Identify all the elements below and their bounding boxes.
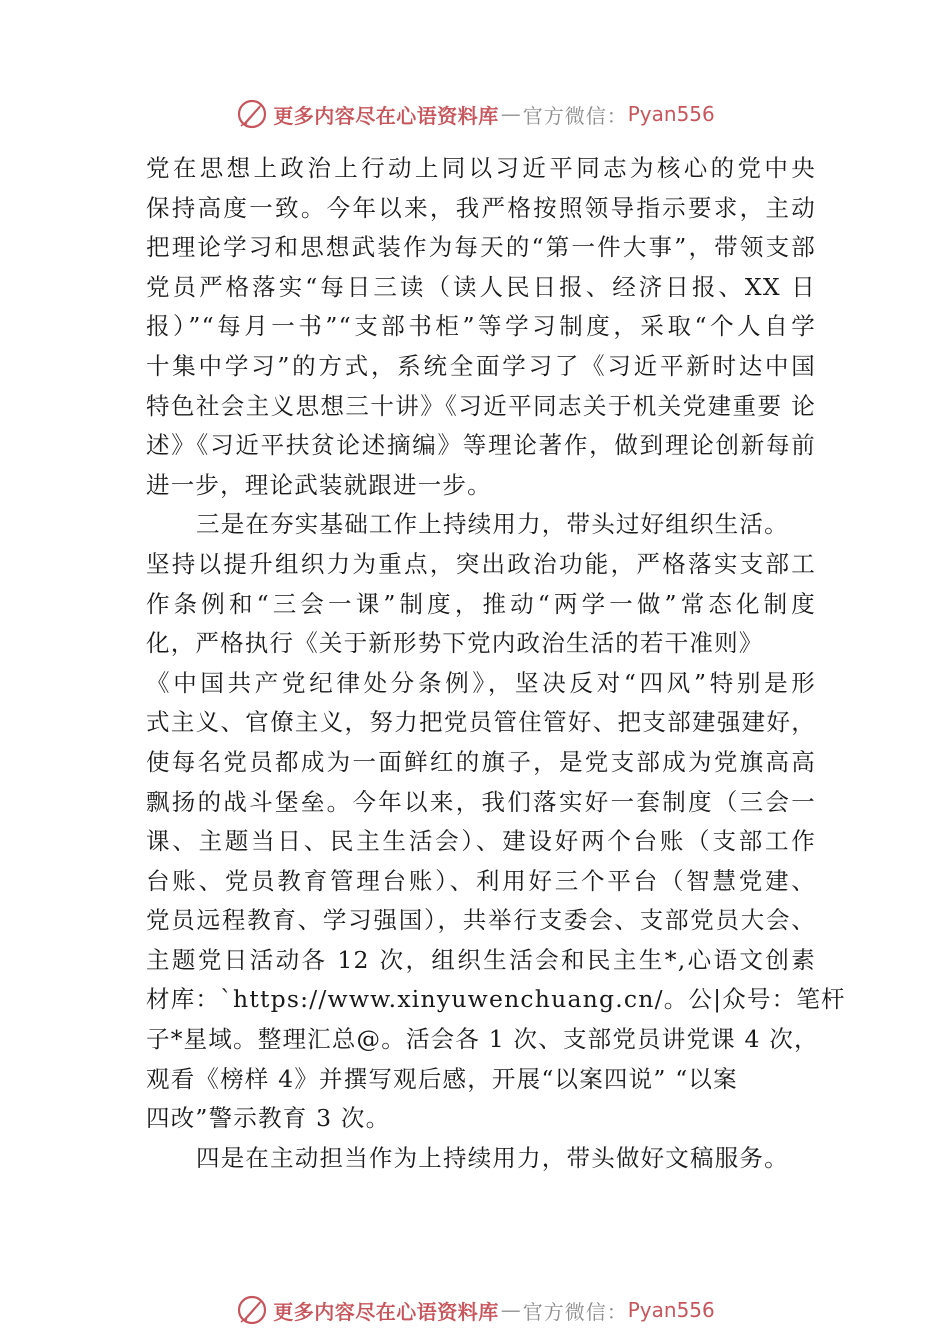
paragraph-start-line: 三是在夯实基础工作上持续用力，带头过好组织生活。 [196,510,789,539]
text-line: 党员严格落实“每日三读（读人民日报、经济日报、XX 日 [146,272,816,301]
text-line: 党员远程教育、学习强国），共举行支委会、支部党员大会、 [146,906,816,935]
text-line: 进一步，理论武装就跟进一步。 [146,470,492,499]
text-line: 述》《习近平扶贫论述摘编》等理论著作，做到理论创新每前 [146,431,816,460]
text-line: 化，严格执行《关于新形势下党内政治生活的若干准则》 [146,629,764,658]
document-body [146,149,846,1178]
header-banner [0,92,950,136]
text-line: 特色社会主义思想三十讲》《习近平同志关于机关党建重要 论 [146,391,816,420]
text-line: 观看《榜样 4》并撰写观后感，开展“以案四说” “以案 [146,1064,738,1093]
text-line: 子*星域。整理汇总@。活会各 1 次、支部党员讲党课 4 次， [146,1025,819,1054]
text-line: 保持高度一致。今年以来，我严格按照领导指示要求，主动 [146,193,816,222]
text-line: 台账、党员教育管理台账）、利用好三个平台（智慧党建、 [146,866,816,895]
text-line: 报）”“每月一书”“支部书柜”等学习制度，采取“个人自学 [146,312,816,341]
banner-wechat-label: 官方微信： [522,103,628,128]
text-line: 把理论学习和思想武装作为每天的“第一件大事”，带领支部 [146,233,816,262]
text-line: 党在思想上政治上行动上同以习近平同志为核心的党中央 [146,154,816,182]
text-line: 作条例和“三会一课”制度，推动“两学一做”常态化制度 [146,589,816,618]
quill-pen-icon [235,97,269,131]
text-line: 飘扬的战斗堡垒。今年以来，我们落实好一套制度（三会一 [146,787,816,816]
text-line: 主题党日活动各 12 次，组织生活会和民主生*,心语文创素 [146,945,816,974]
text-line: 十集中学习”的方式，系统全面学习了《习近平新时达中国 [146,351,816,380]
banner-title: 更多内容尽在心语资料库 [273,1299,499,1324]
banner-separator: — [500,102,521,126]
text-line: 坚持以提升组织力为重点，突出政治功能，严格落实支部工 [146,549,816,578]
text-line: 课、主题当日、民主生活会）、建设好两个台账（支部工作 [146,827,816,856]
banner-separator: — [500,1298,521,1322]
banner-wechat-id: Pyan556 [627,1298,715,1322]
footer-banner [0,1288,950,1332]
text-line: 式主义、官僚主义，努力把党员管住管好、把支部建强建好， [146,708,816,737]
text-line: 《中国共产党纪律处分条例》，坚决反对“四风”特别是形 [146,668,816,697]
text-line: 材库：`https://www.xinyuwenchuang.cn/。公|众号：笔杆 [146,985,846,1014]
paragraph-start-line: 四是在主动担当作为上持续用力，带头做好文稿服务。 [196,1143,789,1172]
quill-pen-icon [235,1293,269,1327]
text-line: 四改”警示教育 3 次。 [146,1104,391,1133]
banner-title: 更多内容尽在心语资料库 [273,103,499,128]
text-line: 使每名党员都成为一面鲜红的旗子，是党支部成为党旗高高 [146,747,816,776]
banner-wechat-label: 官方微信： [522,1299,628,1324]
banner-wechat-id: Pyan556 [627,102,715,126]
